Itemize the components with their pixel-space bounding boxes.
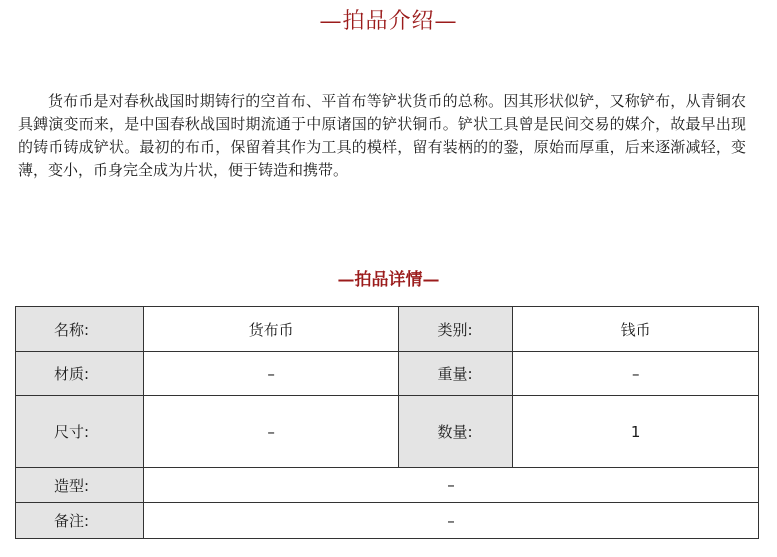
intro-section-title: —拍品介绍— (319, 9, 458, 34)
name-label: 名称: (16, 307, 144, 352)
quantity-label: 数量: (399, 396, 513, 468)
category-label: 类别: (399, 307, 513, 352)
material-value: – (143, 352, 399, 396)
material-label: 材质: (16, 352, 144, 396)
quantity-value: 1 (513, 396, 759, 468)
intro-paragraph: 货布币是对春秋战国时期铸行的空首布、平首布等铲状货币的总称。因其形状似铲，又称铲布，从青铜农具鎛演变而来，是中国春秋战国时期流通于中原诸国的铲状铜币。铲状工具曾是民间交易的媒介，故最早出现的铸币铸成铲状。最初的布币，保留着其作为工具的模样，留有装柄的的銎，原始而厚重，后来逐渐减轻，变薄，变小，币身完全成为片状，便于铸造和携带。 (18, 92, 746, 179)
category-value: 钱币 (513, 307, 759, 352)
table-row (16, 396, 759, 468)
shape-label: 造型: (16, 468, 144, 503)
details-table (15, 306, 759, 539)
name-value: 货布币 (143, 307, 399, 352)
table-row (16, 352, 759, 396)
remark-label: 备注: (16, 503, 144, 539)
size-value: – (143, 396, 399, 468)
weight-value: – (513, 352, 759, 396)
size-label: 尺寸: (16, 396, 144, 468)
shape-value: – (143, 468, 758, 503)
table-row (16, 503, 759, 539)
table-row (16, 307, 759, 352)
details-section-title: —拍品详情— (337, 270, 440, 290)
weight-label: 重量: (399, 352, 513, 396)
table-row (16, 468, 759, 503)
remark-value: – (143, 503, 758, 539)
